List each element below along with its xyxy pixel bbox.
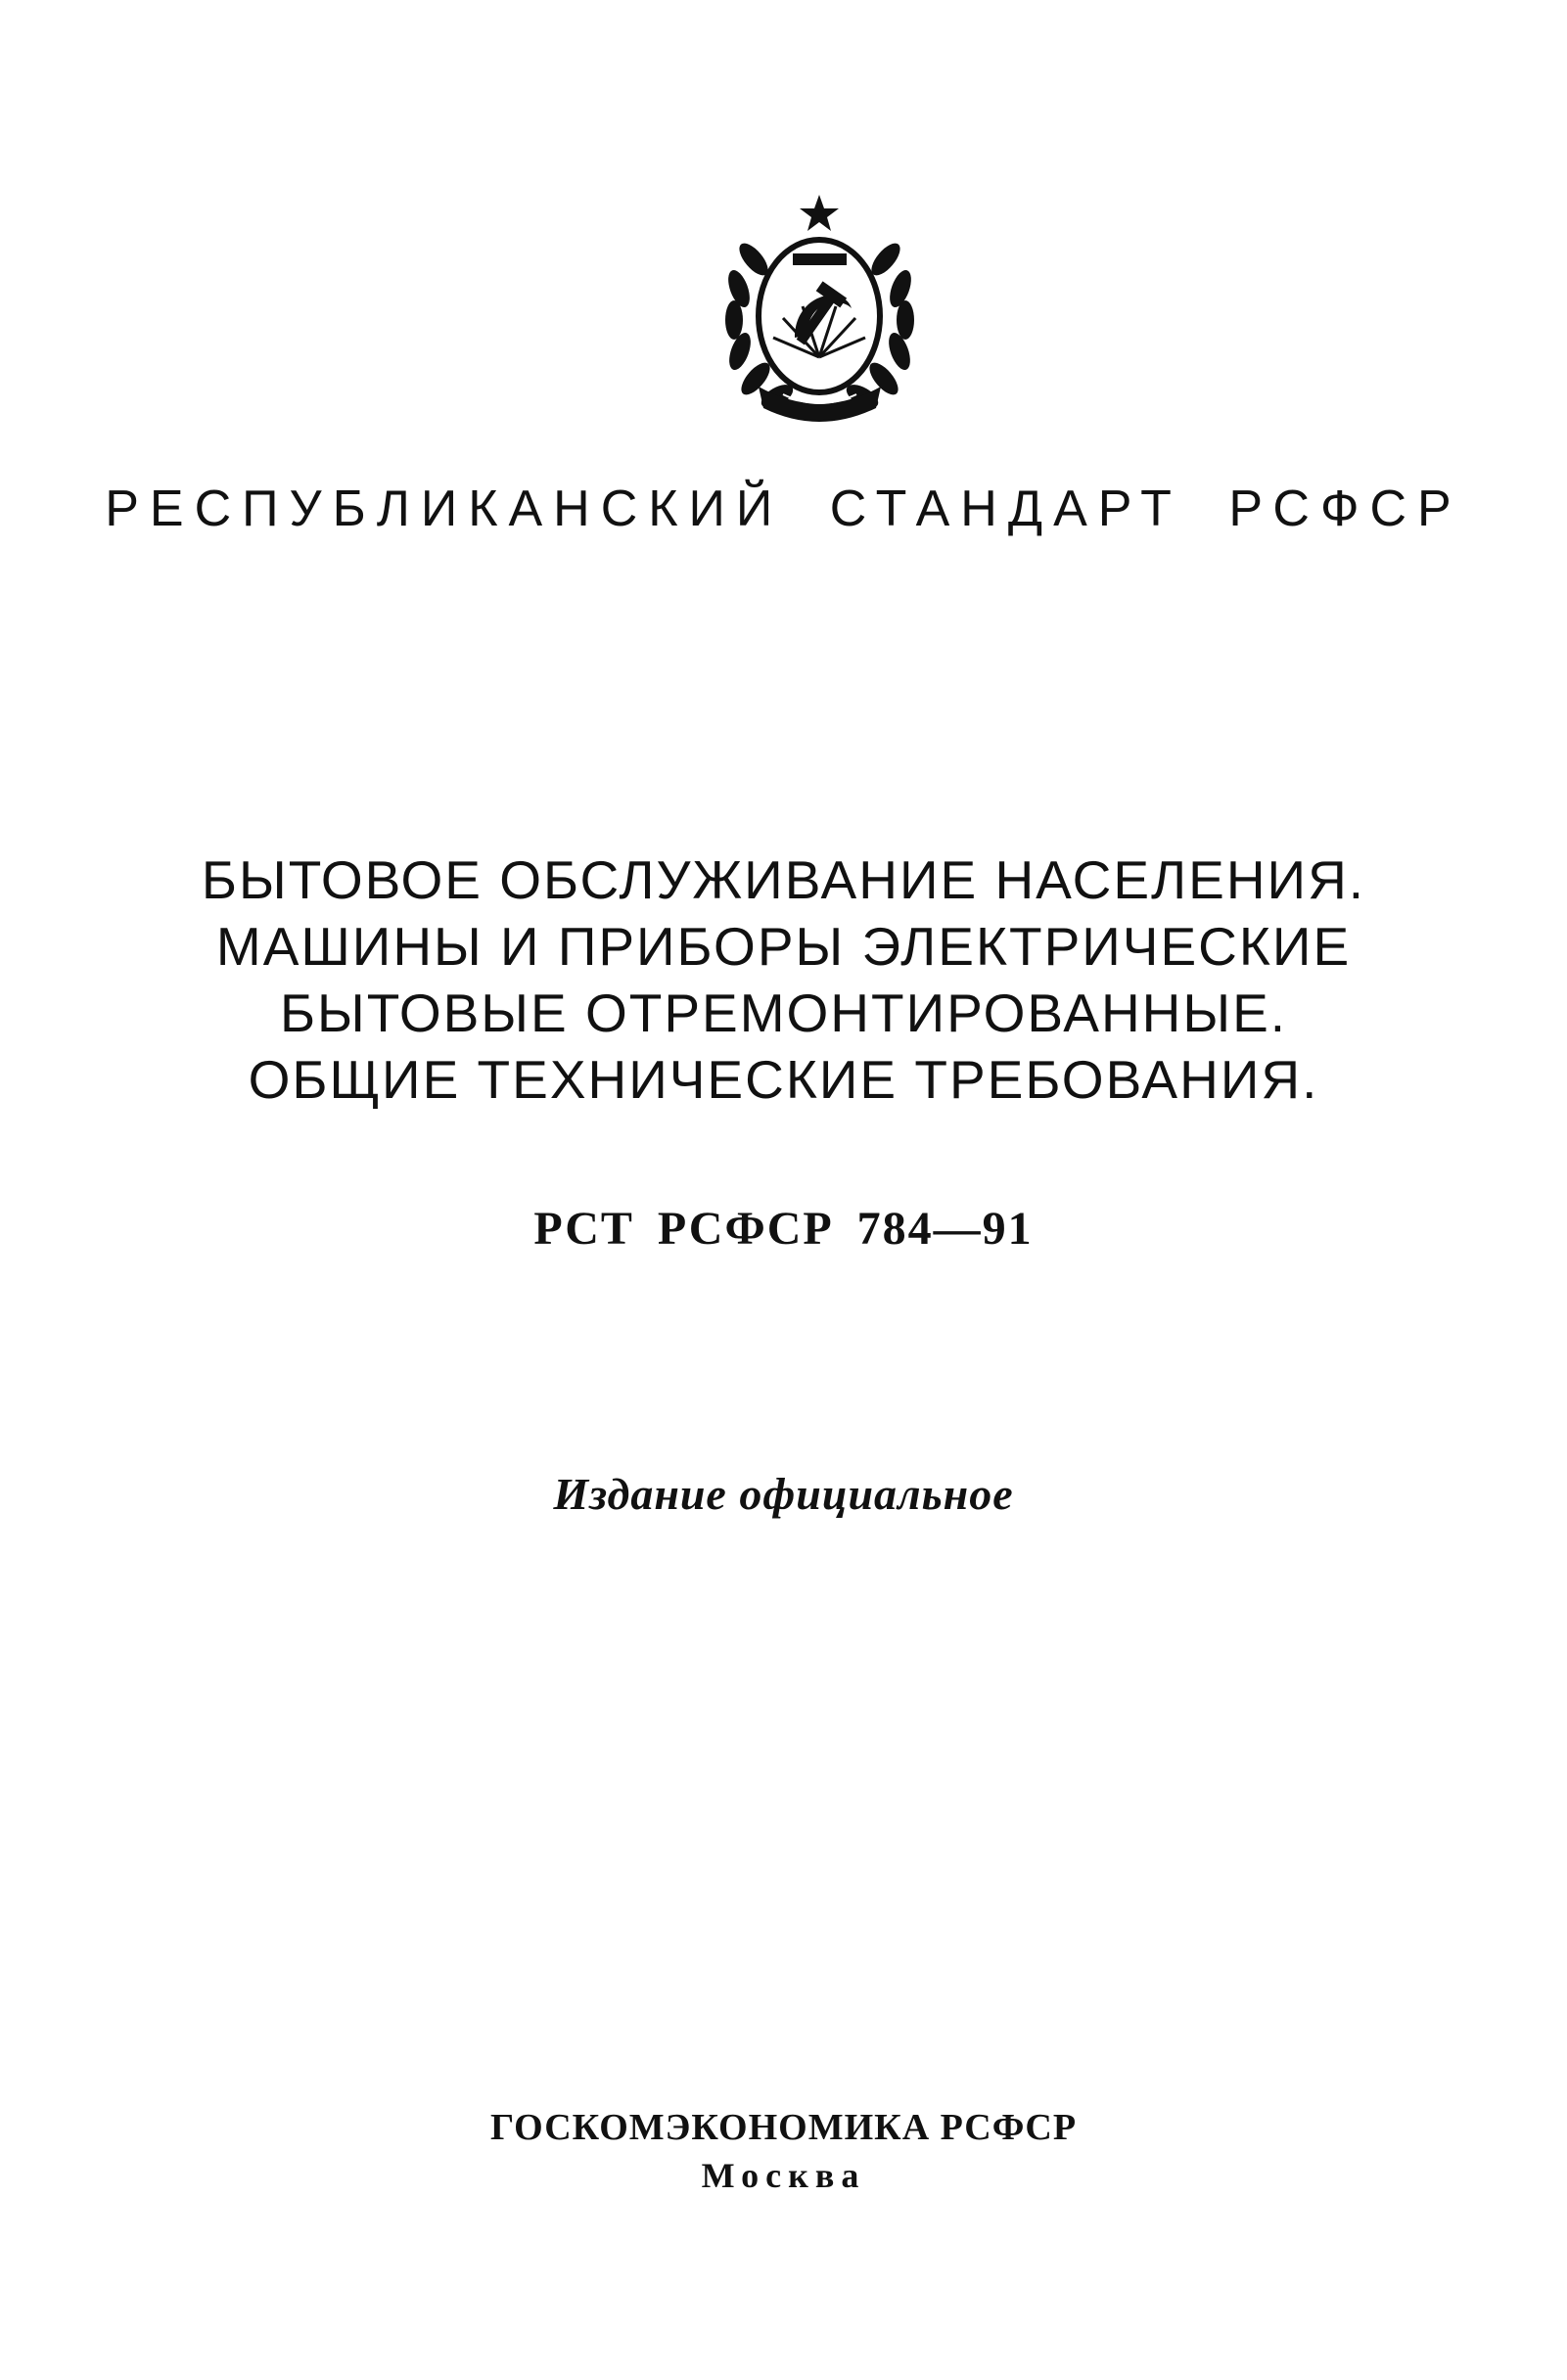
publication-city: Москва (701, 2156, 866, 2195)
edition-label: Издание официальное (553, 1469, 1014, 1519)
rsfsr-coat-of-arms-icon (714, 191, 925, 426)
standard-series-heading: РЕСПУБЛИКАНСКИЙ СТАНДАРТ РСФСР (105, 481, 1462, 537)
title-line-2: МАШИНЫ И ПРИБОРЫ ЭЛЕКТРИЧЕСКИЕ (215, 916, 1352, 977)
standard-code: РСТ РСФСР 784—91 (533, 1203, 1034, 1255)
publisher-name: ГОСКОМЭКОНОМИКА РСФСР (489, 2107, 1078, 2148)
title-line-3: БЫТОВЫЕ ОТРЕМОНТИРОВАННЫЕ. (279, 983, 1288, 1043)
document-title (0, 847, 1567, 1113)
title-line-4: ОБЩИЕ ТЕХНИЧЕСКИЕ ТРЕБОВАНИЯ. (248, 1049, 1319, 1110)
title-line-1: БЫТОВОЕ ОБСЛУЖИВАНИЕ НАСЕЛЕНИЯ. (201, 849, 1366, 910)
